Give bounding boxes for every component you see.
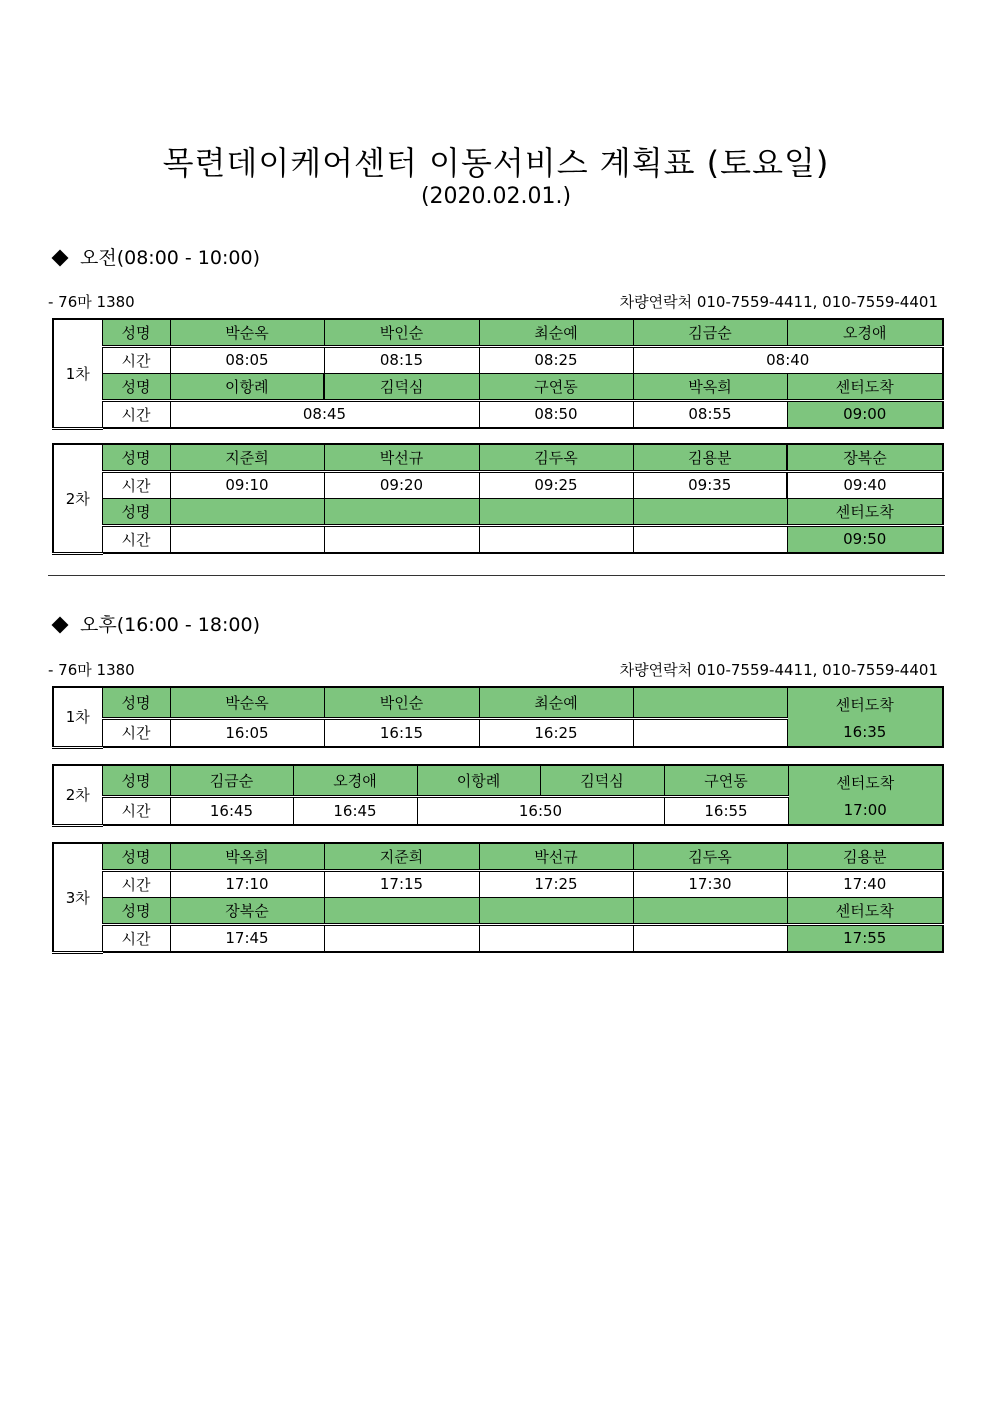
row-key: 시간 — [102, 400, 170, 428]
time-cell: 08:15 — [324, 346, 479, 373]
name-cell-empty — [479, 897, 633, 924]
row-key: 성명 — [102, 498, 170, 525]
name-cell-empty — [633, 498, 787, 525]
name-cell: 김용분 — [633, 444, 787, 471]
time-cell: 16:15 — [324, 718, 479, 747]
time-cell: 08:45 — [170, 400, 479, 428]
time-cell: 17:45 — [170, 924, 324, 952]
afternoon-trip-1-table — [52, 686, 944, 749]
name-cell: 최순예 — [479, 687, 633, 718]
arrival-time: 16:35 — [843, 722, 887, 741]
time-cell: 09:25 — [479, 471, 633, 498]
trip-label: 3차 — [53, 843, 102, 952]
diamond-bullet-icon — [52, 616, 69, 633]
name-cell: 박선규 — [324, 444, 479, 471]
name-cell: 박인순 — [324, 319, 479, 346]
name-cell: 김두옥 — [633, 843, 787, 870]
afternoon-vehicle: - 76마 1380 — [48, 661, 135, 679]
time-cell: 17:30 — [633, 870, 787, 897]
name-cell: 김덕심 — [324, 373, 479, 400]
row-key: 시간 — [102, 525, 170, 553]
afternoon-contact: 차량연락처 010-7559-4411, 010-7559-4401 — [619, 661, 938, 679]
arrival-cell — [788, 765, 943, 825]
name-cell: 오경애 — [293, 765, 417, 796]
afternoon-heading-text: 오후(16:00 - 18:00) — [80, 614, 260, 636]
row-key: 시간 — [102, 870, 170, 897]
name-cell: 박옥희 — [633, 373, 787, 400]
arrival-label: 센터도착 — [835, 695, 894, 714]
time-cell: 17:10 — [170, 870, 324, 897]
arrival-cell — [787, 687, 943, 747]
row-key: 성명 — [102, 373, 170, 400]
time-cell-empty — [633, 718, 787, 747]
name-cell: 박순옥 — [170, 687, 324, 718]
trip-label: 1차 — [53, 319, 102, 428]
arrival-time: 17:00 — [843, 800, 887, 819]
time-cell: 17:25 — [479, 870, 633, 897]
name-cell: 지준희 — [324, 843, 479, 870]
row-key: 성명 — [102, 444, 170, 471]
name-cell: 박선규 — [479, 843, 633, 870]
name-cell: 오경애 — [787, 319, 943, 346]
name-cell: 이항례 — [417, 765, 540, 796]
arrival-label: 센터도착 — [787, 373, 943, 400]
afternoon-trip-3-table — [52, 842, 944, 954]
name-cell: 김두옥 — [479, 444, 633, 471]
name-cell-empty — [479, 498, 633, 525]
row-key: 시간 — [102, 796, 170, 825]
arrival-time: 17:55 — [787, 924, 943, 952]
row-key: 성명 — [102, 319, 170, 346]
arrival-time: 09:50 — [787, 525, 943, 553]
time-cell: 16:05 — [170, 718, 324, 747]
name-cell-empty — [633, 897, 787, 924]
afternoon-trip-2-table — [52, 764, 944, 827]
name-cell: 김덕심 — [540, 765, 664, 796]
name-cell: 박인순 — [324, 687, 479, 718]
name-cell: 박옥희 — [170, 843, 324, 870]
trip-label: 2차 — [53, 765, 102, 825]
row-key: 성명 — [102, 687, 170, 718]
time-cell: 16:55 — [664, 796, 788, 825]
time-cell: 08:40 — [633, 346, 943, 373]
time-cell: 08:05 — [170, 346, 324, 373]
name-cell-empty — [324, 897, 479, 924]
name-cell: 박순옥 — [170, 319, 324, 346]
section-divider — [48, 575, 945, 576]
afternoon-heading — [50, 610, 260, 637]
name-cell-empty — [324, 498, 479, 525]
time-cell: 09:10 — [170, 471, 324, 498]
time-cell-empty — [633, 525, 787, 553]
name-cell-empty — [170, 498, 324, 525]
name-cell: 김금순 — [170, 765, 293, 796]
time-cell: 16:50 — [417, 796, 664, 825]
time-cell-empty — [324, 924, 479, 952]
name-cell: 장복순 — [787, 444, 943, 471]
time-cell-empty — [170, 525, 324, 553]
time-cell: 09:35 — [633, 471, 787, 498]
name-cell: 장복순 — [170, 897, 324, 924]
row-key: 시간 — [102, 924, 170, 952]
time-cell: 09:40 — [787, 471, 943, 498]
arrival-label: 센터도착 — [787, 897, 943, 924]
time-cell: 16:45 — [293, 796, 417, 825]
morning-trip-2-table — [52, 443, 944, 555]
arrival-label: 센터도착 — [787, 498, 943, 525]
diamond-bullet-icon — [52, 249, 69, 266]
time-cell: 08:25 — [479, 346, 633, 373]
time-cell: 09:20 — [324, 471, 479, 498]
time-cell: 16:25 — [479, 718, 633, 747]
page-date: (2020.02.01.) — [420, 184, 572, 209]
arrival-label: 센터도착 — [836, 773, 895, 792]
time-cell: 17:40 — [787, 870, 943, 897]
morning-contact: 차량연락처 010-7559-4411, 010-7559-4401 — [619, 293, 938, 311]
name-cell: 최순예 — [479, 319, 633, 346]
time-cell: 08:50 — [479, 400, 633, 428]
time-cell-empty — [324, 525, 479, 553]
time-cell: 16:45 — [170, 796, 293, 825]
name-cell: 김용분 — [787, 843, 943, 870]
name-cell: 이항례 — [170, 373, 324, 400]
name-cell-empty — [633, 687, 787, 718]
time-cell-empty — [479, 924, 633, 952]
trip-label: 1차 — [53, 687, 102, 747]
time-cell: 17:15 — [324, 870, 479, 897]
row-key: 성명 — [102, 843, 170, 870]
name-cell: 구연동 — [479, 373, 633, 400]
page-title: 목련데이케어센터 이동서비스 계획표 (토요일) — [162, 144, 830, 182]
morning-heading — [50, 243, 260, 270]
morning-heading-text: 오전(08:00 - 10:00) — [80, 247, 260, 269]
row-key: 시간 — [102, 718, 170, 747]
time-cell-empty — [479, 525, 633, 553]
name-cell: 구연동 — [664, 765, 788, 796]
arrival-time: 09:00 — [787, 400, 943, 428]
row-key: 성명 — [102, 765, 170, 796]
name-cell: 김금순 — [633, 319, 787, 346]
time-cell-empty — [633, 924, 787, 952]
name-cell: 지준희 — [170, 444, 324, 471]
trip-label: 2차 — [53, 444, 102, 553]
morning-vehicle: - 76마 1380 — [48, 293, 135, 311]
row-key: 성명 — [102, 897, 170, 924]
morning-trip-1-table — [52, 318, 944, 430]
row-key: 시간 — [102, 346, 170, 373]
row-key: 시간 — [102, 471, 170, 498]
time-cell: 08:55 — [633, 400, 787, 428]
